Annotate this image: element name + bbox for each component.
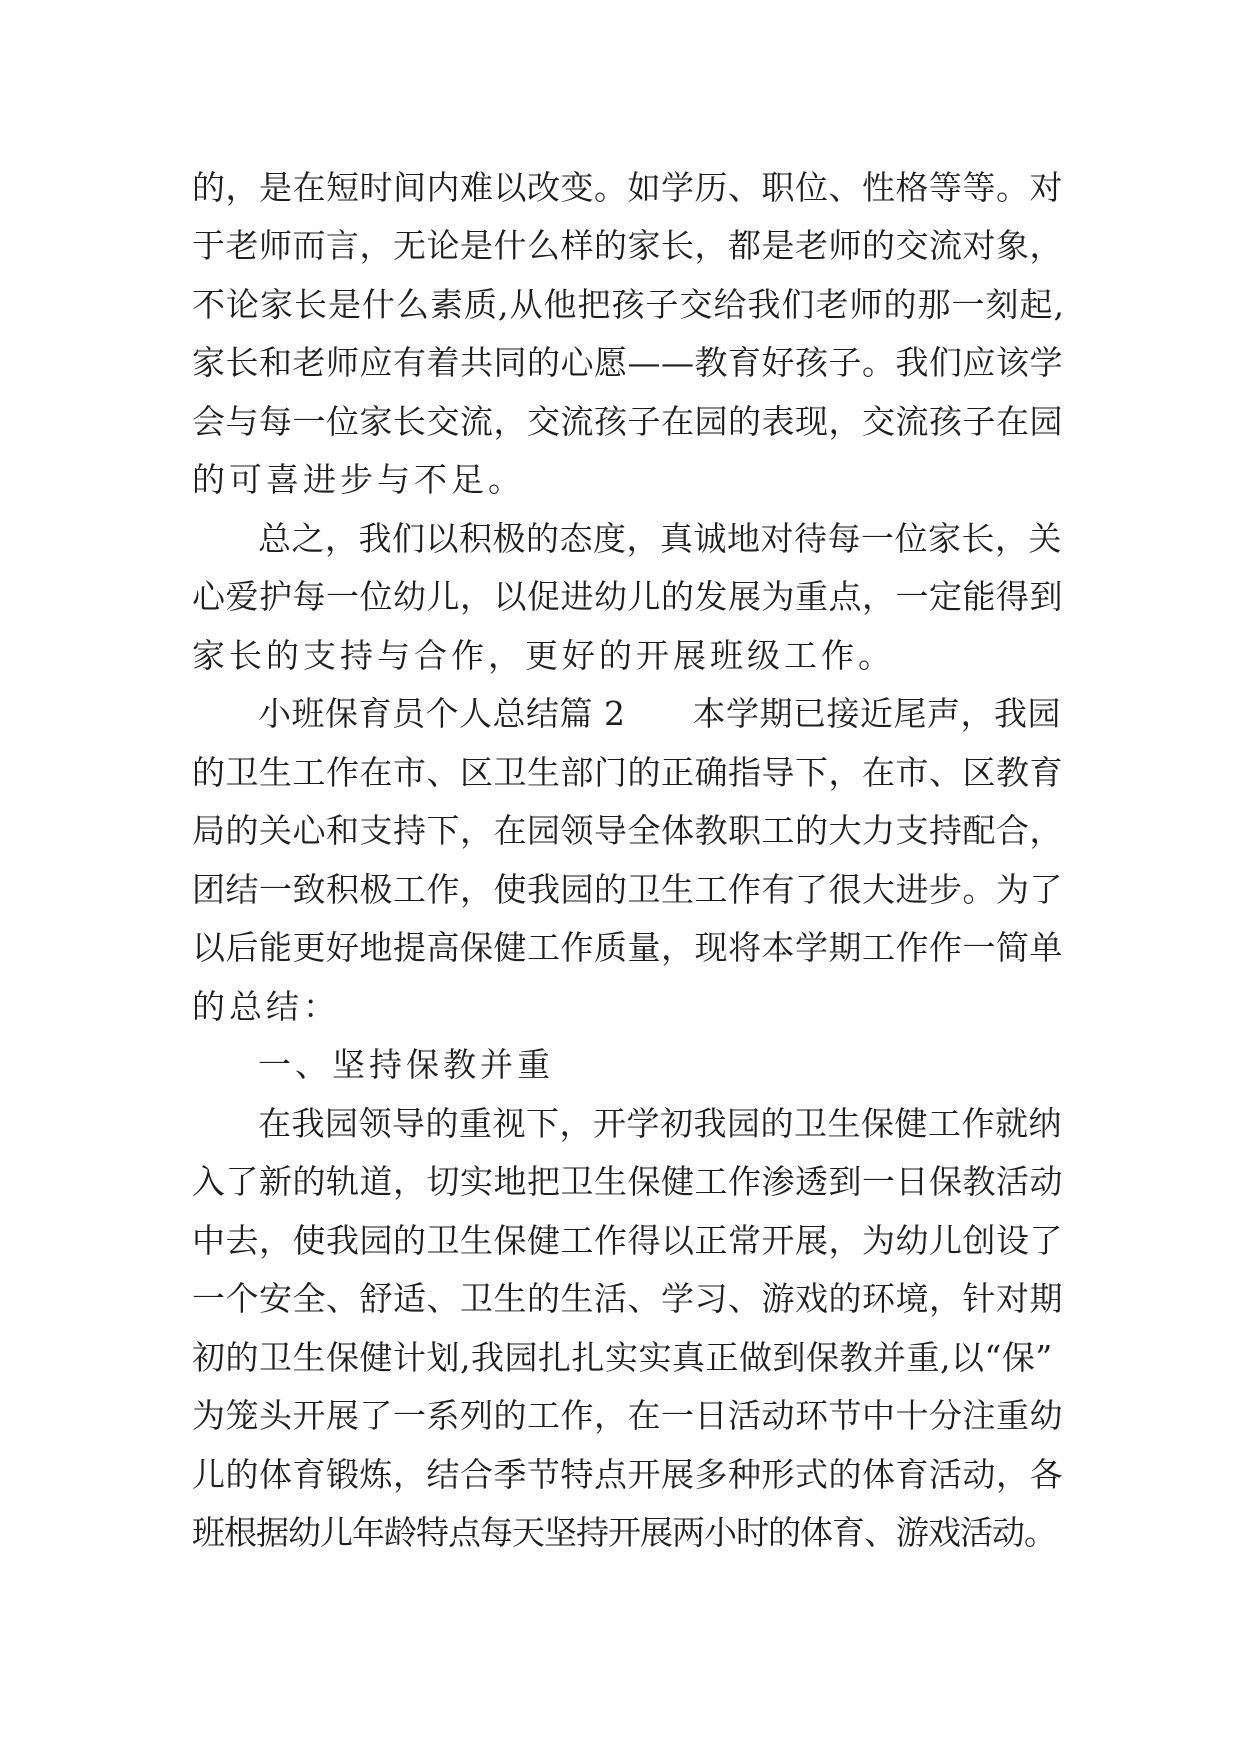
text-line: 为笼头开展了一系列的工作，在一日活动环节中十分注重幼: [192, 1396, 1063, 1435]
text-line: 的总结：: [192, 987, 340, 1026]
text-line: 不论家长是什么素质,从他把孩子交给我们老师的那一刻起,: [192, 285, 1065, 324]
text-line: 一个安全、舒适、卫生的生活、学习、游戏的环境，针对期: [192, 1279, 1063, 1318]
text-line: 的卫生工作在市、区卫生部门的正确指导下，在市、区教育: [192, 753, 1063, 792]
subheading-line: 一、坚持保教并重: [258, 1045, 554, 1084]
text-line: 局的关心和支持下，在园领导全体教职工的大力支持配合，: [192, 811, 1063, 850]
text-line: 儿的体育锻炼，结合季节特点开展多种形式的体育活动，各: [192, 1455, 1063, 1494]
text-line: 以后能更好地提高保健工作质量，现将本学期工作作一简单: [192, 928, 1063, 967]
section-heading-line: 小班保育员个人总结篇 2 本学期已接近尾声，我园: [258, 694, 1061, 733]
paragraph-start-line: 在我园领导的重视下，开学初我园的卫生保健工作就纳: [258, 1104, 1062, 1143]
text-line: 于老师而言，无论是什么样的家长，都是老师的交流对象，: [192, 226, 1063, 265]
text-line: 家长的支持与合作，更好的开展班级工作。: [192, 636, 895, 675]
text-line: 中去，使我园的卫生保健工作得以正常开展，为幼儿创设了: [192, 1221, 1063, 1260]
paragraph-start-line: 总之，我们以积极的态度，真诚地对待每一位家长，关: [258, 519, 1062, 558]
text-line: 心爱护每一位幼儿，以促进幼儿的发展为重点，一定能得到: [192, 577, 1063, 616]
text-line: 家长和老师应有着共同的心愿——教育好孩子。我们应该学: [192, 343, 1063, 382]
text-line: 会与每一位家长交流，交流孩子在园的表现，交流孩子在园: [192, 402, 1063, 441]
text-line: 入了新的轨道，切实地把卫生保健工作渗透到一日保教活动: [192, 1162, 1063, 1201]
text-line: 团结一致积极工作，使我园的卫生工作有了很大进步。为了: [192, 870, 1063, 909]
text-line: 班根据幼儿年龄特点每天坚持开展两小时的体育、游戏活动。: [192, 1513, 1056, 1552]
text-line: 的可喜进步与不足。: [192, 460, 525, 499]
text-line: 的，是在短时间内难以改变。如学历、职位、性格等等。对: [192, 168, 1063, 207]
text-line: 初的卫生保健计划,我园扎扎实实真正做到保教并重,以“保”: [192, 1338, 1053, 1377]
